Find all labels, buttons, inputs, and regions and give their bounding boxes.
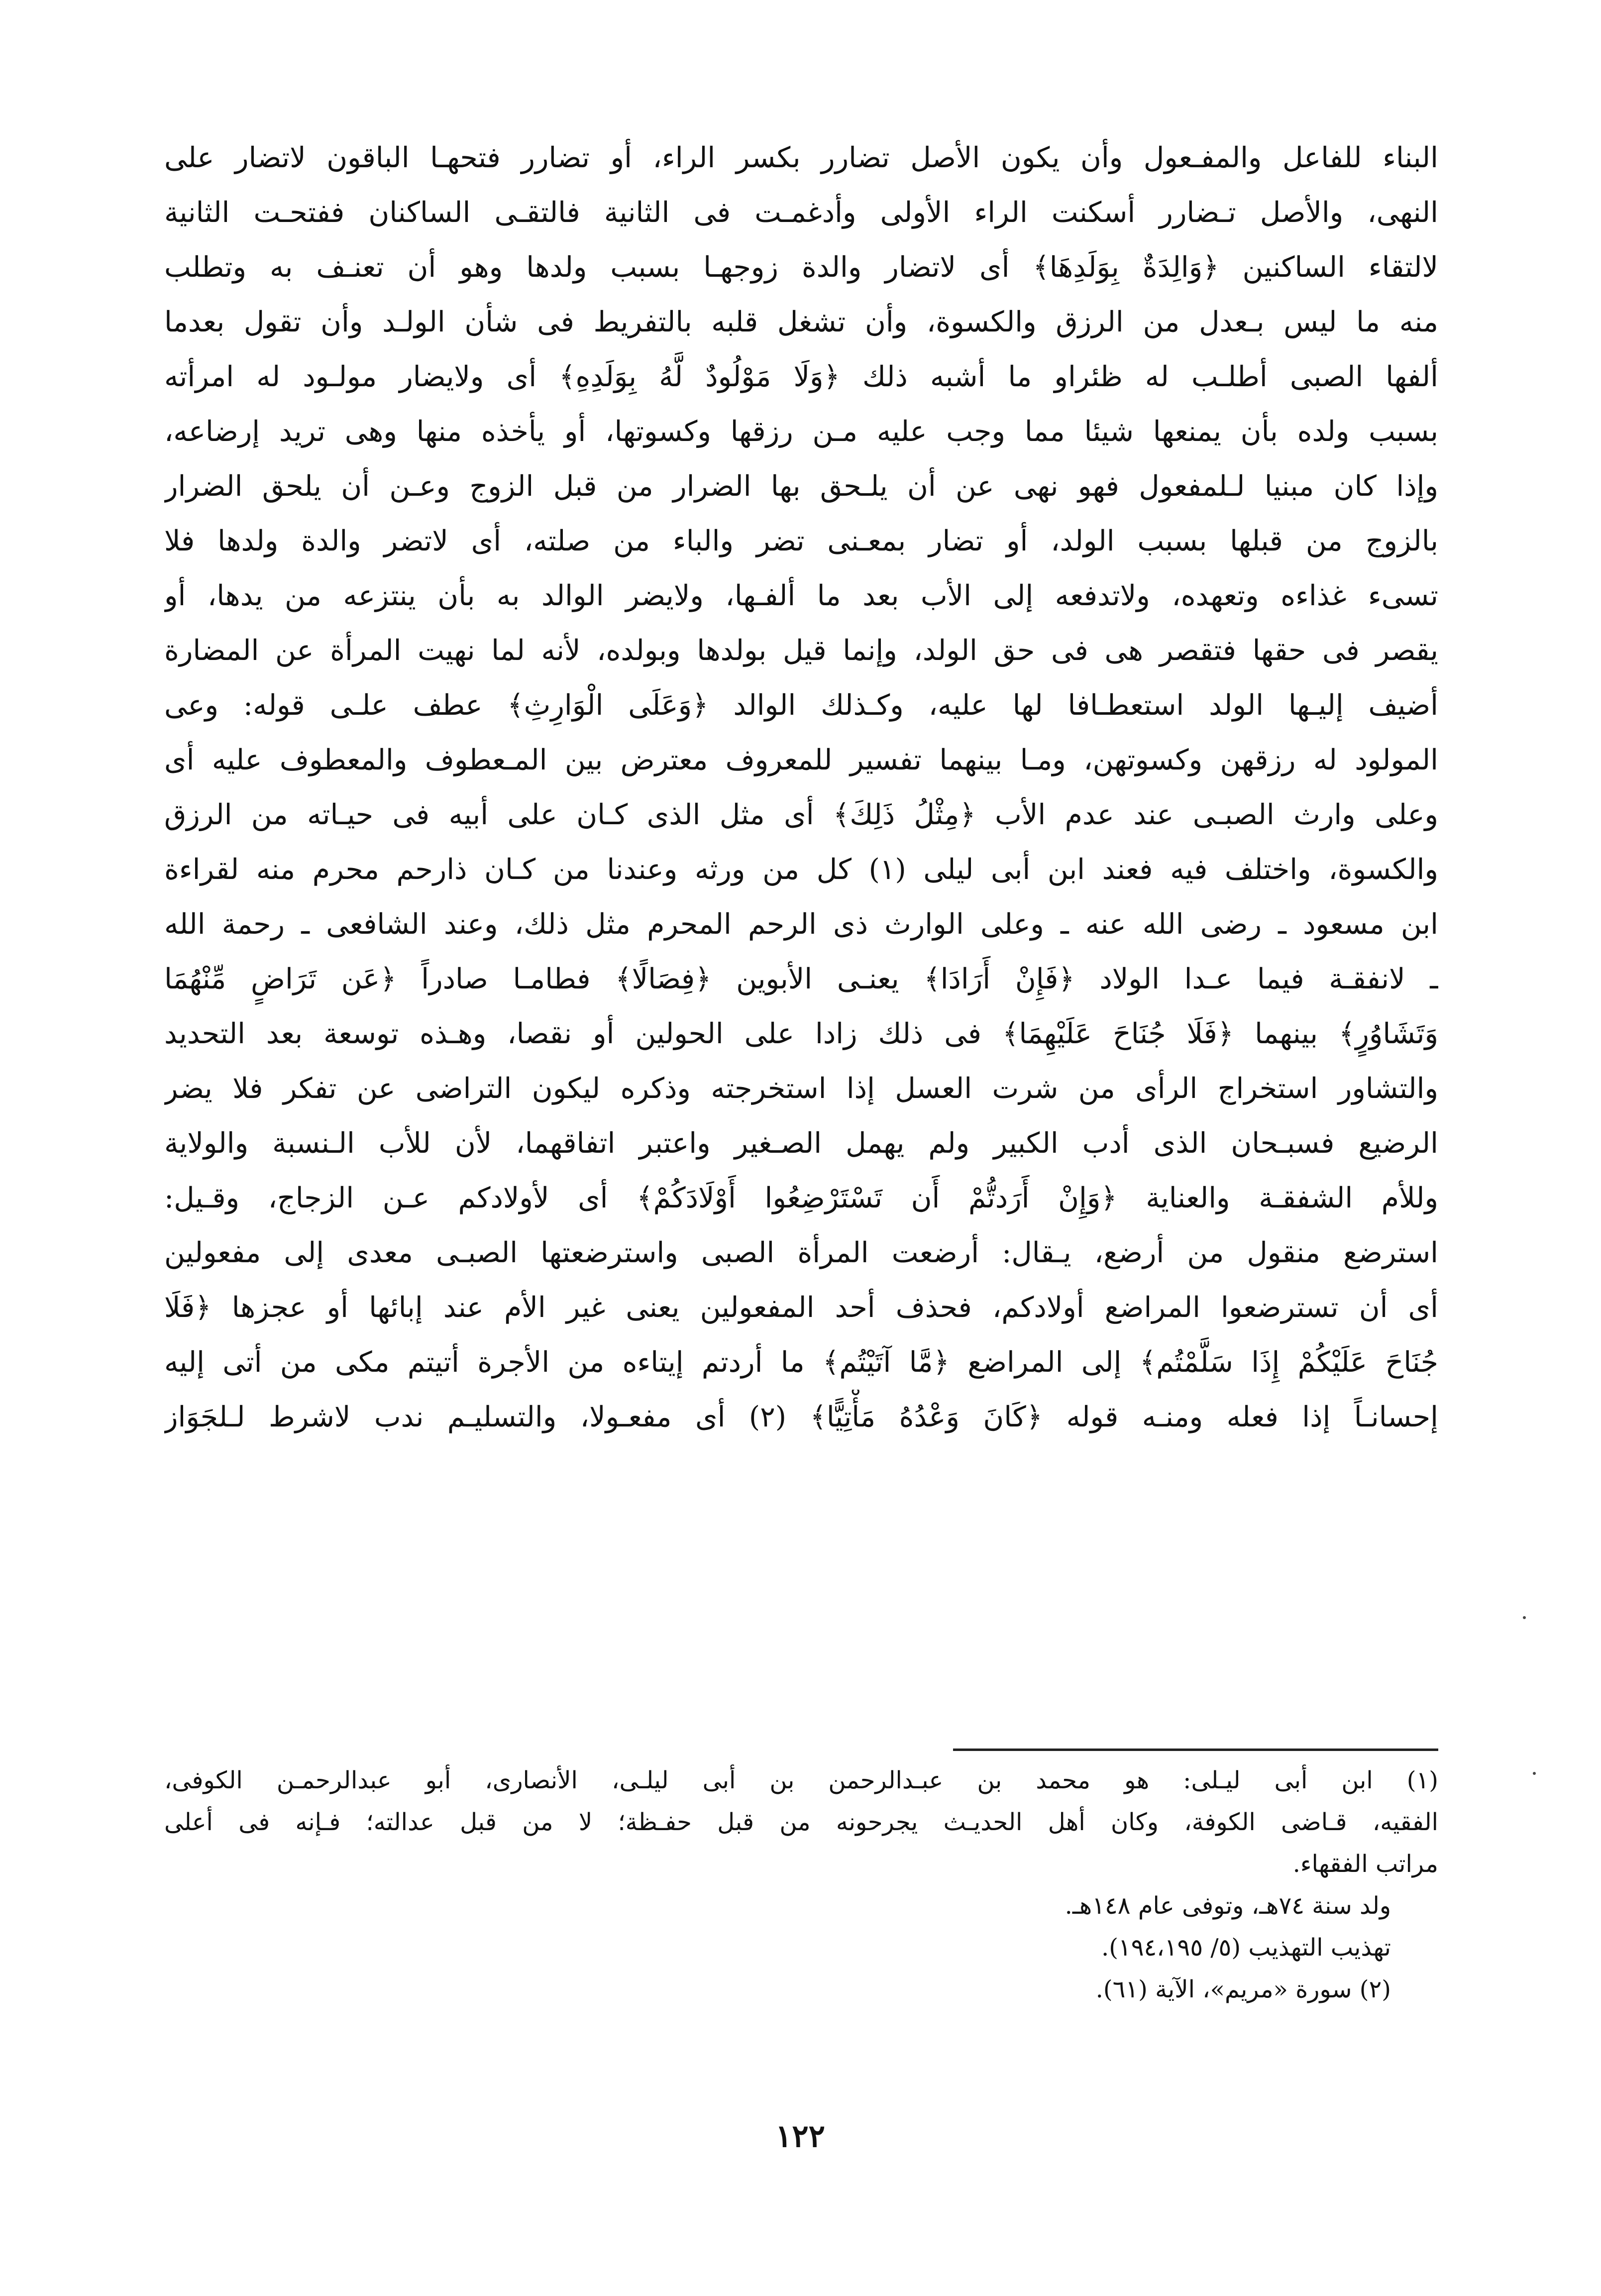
text-line-19: الرضيع فسبـحان الذى أدب الكبير ولم يهمل الصـغير واعتبر اتفاقهما، لأن للأب الـنسبة والولاية	[164, 1127, 1438, 1160]
footnotes-block	[164, 1759, 1438, 2010]
footnote-1-line-1: (١) ابن أبى ليـلى: هو محمد بن عبـدالرحمن بن أبى ليلـى، الأنصارى، أبو عبدالرحمـن الكوفى،	[164, 1766, 1438, 1794]
text-line-16: ـ لانفقـة فيما عـدا الولاد ﴿فَإِنْ أَرَادَا﴾ يعنـى الأبوين ﴿فِصَالًا﴾ فطامـا صادراً ﴿عَن تَرَاضٍ مِّنْهُمَا	[164, 963, 1438, 995]
text-line-1: البناء للفاعل والمفـعول وأن يكون الأصل تضارر بكسر الراء، أو تضارر فتحهـا الباقون لاتضار على	[164, 141, 1438, 174]
text-line-20: وللأم الشفقـة والعناية ﴿وَإِنْ أَرَدتُّمْ أَن تَسْتَرْضِعُوا أَوْلَادَكُمْ﴾ أى لأولادكم عـن الزجاج، وقـيل:	[164, 1182, 1438, 1214]
text-line-10: يقصر فى حقها فتقصر هى فى حق الولد، وإنما قيل بولدها وبولده، لأنه لما نهيت المرأة عن المضارة	[164, 634, 1438, 667]
footnote-2-line-1: (٢) سورة «مريم»، الآية (٦١).	[1095, 1975, 1391, 2003]
scan-speck-decoration	[1523, 1616, 1526, 1619]
footnote-1-line-3: مراتب الفقهاء.	[1292, 1850, 1438, 1878]
text-line-5: ألفها الصبى أطلـب له ظئراو ما أشبه ذلك ﴿وَلَا مَوْلُودٌ لَّهُ بِوَلَدِهِ﴾ أى ولايضار مولـود له امرأته	[164, 360, 1438, 393]
footnote-1-line-5: تهذيب التهذيب (٥/ ١٩٤،١٩٥).	[1101, 1934, 1391, 1962]
text-line-4: منه ما ليس بـعدل من الرزق والكسوة، وأن تشغل قلبه بالتفريط فى شأن الولـد وأن تقول بعدما	[164, 306, 1438, 338]
footnote-1-line-4: ولد سنة ٧٤هـ، وتوفى عام ١٤٨هـ.	[1065, 1892, 1391, 1920]
text-line-2: النهى، والأصل تـضارر أسكنت الراء الأولى وأدغمـت فى الثانية فالتقـى الساكنان ففتحـت الثانية	[164, 196, 1438, 229]
text-line-15: ابن مسعود ـ رضى الله عنه ـ وعلى الوارث ذى الرحم المحرم مثل ذلك، وعند الشافعى ـ رحمة الله	[164, 908, 1438, 941]
text-line-21: استرضع منقول من أرضع، يـقال: أرضعت المرأة الصبى واسترضعتها الصبـى معدى إلى مفعولين	[164, 1236, 1438, 1269]
text-line-9: تسىء غذاءه وتعهده، ولاتدفعه إلى الأب بعد ما ألفـها، ولايضر الوالد به بأن ينتزعه من يدها، أو	[164, 579, 1438, 612]
scan-speck-decoration	[1533, 1772, 1536, 1775]
footnote-1-line-2: الفقيه، قـاضى الكوفة، وكان أهل الحديـث يجرحونه من قبل حفـظة؛ لا من قبل عدالته؛ فـإنه فى أعلى	[164, 1808, 1438, 1836]
main-text-body	[164, 130, 1438, 1444]
text-line-14: والكسوة، واختلف فيه فعند ابن أبى ليلى (١) كل من ورثه وعندنا من كـان ذارحم محرم منه لقراءة	[164, 853, 1438, 886]
text-line-13: وعلى وارث الصبـى عند عدم الأب ﴿مِثْلُ ذَلِكَ﴾ أى مثل الذى كـان على أبيه فى حيـاته من الرزق	[164, 798, 1438, 831]
text-line-6: بسبب ولده بأن يمنعها شيئا مما وجب عليه مـن رزقها وكسوتها، أو يأخذه منها وهى تريد إرضاعه،	[164, 415, 1438, 448]
page-number: ١٢٢	[775, 2118, 825, 2154]
text-line-7: وإذا كان مبنيا لـلمفعول فهو نهى عن أن يلـحق بها الضرار من قبل الزوج وعـن أن يلحق الضرار	[164, 470, 1438, 503]
text-line-17: وَتَشَاوُرٍ﴾ بينهما ﴿فَلَا جُنَاحَ عَلَيْهِمَا﴾ فى ذلك زادا على الحولين أو نقصا، وهـذه توسعة بعد التحديد	[164, 1017, 1438, 1050]
text-line-22: أى أن تسترضعوا المراضع أولادكم، فحذف أحد المفعولين يعنى غير الأم عند إبائها أو عجزها ﴿فَلَا	[164, 1291, 1438, 1324]
text-line-3: لالتقاء الساكنين ﴿وَالِدَةٌ بِوَلَدِهَا﴾ أى لاتضار والدة زوجهـا بسبب ولدها وهو أن تعنـف به وتطلب	[164, 251, 1438, 284]
text-line-8: بالزوج من قبلها بسبب الولد، أو تضار بمعـنى تضر والباء من صلته، أى لاتضر والدة ولدها فلا	[164, 525, 1438, 557]
text-line-11: أضيف إليـها الولد استعطـافا لها عليه، وكـذلك الوالد ﴿وَعَلَى الْوَارِثِ﴾ عطف علـى قوله: وعى	[164, 689, 1438, 722]
text-line-24: إحسانـاً إذا فعله ومنـه قوله ﴿كَانَ وَعْدُهُ مَأْتِيًّا﴾ (٢) أى مفعـولا، والتسليـم ندب لاشرط لـلجَوَاز	[164, 1401, 1438, 1433]
text-line-12: المولود له رزقهن وكسوتهن، ومـا بينهما تفسير للمعروف معترض بين المـعطوف والمعطوف عليه أى	[164, 744, 1438, 776]
text-line-18: والتشاور استخراج الرأى من شرت العسل إذا استخرجته وذكره ليكون التراضى عن تفكر فلا يضر	[164, 1072, 1438, 1105]
footnote-separator-rule	[953, 1749, 1438, 1751]
text-line-23: جُنَاحَ عَلَيْكُمْ إِذَا سَلَّمْتُم﴾ إلى المراضع ﴿مَّا آتَيْتُم﴾ ما أردتم إيتاءه من الأجرة أتيتم مكى من أتى إليه	[164, 1346, 1438, 1379]
